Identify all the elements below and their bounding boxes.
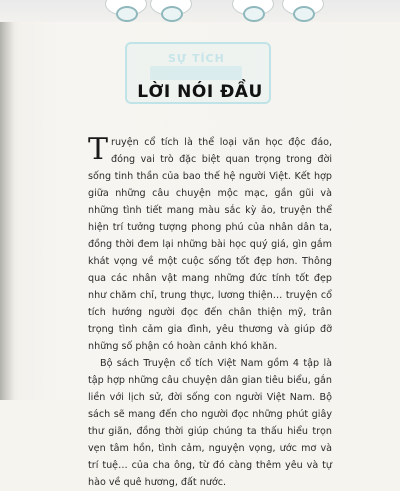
top-ornament-left-inner [116,6,138,22]
page-gutter-shadow [0,0,14,400]
top-decoration-band [0,0,400,22]
top-ornament-mid-left-inner [161,6,183,22]
drop-cap: T [88,132,109,167]
paragraph-1 [88,134,332,355]
top-ornament-mid-right-inner [243,6,265,22]
show-through-bar [150,66,242,80]
preface-body [88,134,332,491]
top-ornament-right-inner [293,6,315,22]
show-through-heading: SỰ TÍCH [168,52,225,65]
page-title: LỜI NÓI ĐẦU [137,82,263,102]
paragraph-2 [88,355,332,491]
paragraph-1-text: ruyện cổ tích là thể loại văn học độc đáo, đóng vai trò đặc biệt quan trọng trong đời sống tinh thần của bao thế hệ người Việt. Kết hợp giữa những câu chuyện mộc mạc, gần gũi và những tình tiết mang màu sắc kỳ ảo, truyện thể hiện trí tưởng tượng phong phú của nhân dân ta, đồng thời đem lại những bài học quý giá, gìn gắm khát vọng về một cuộc sống tốt đẹp hơn. Thông qua các nhân vật mang những đức tính tốt đẹp như chăm chỉ, trung thực, lương thiện… truyện cổ tích hướng người đọc đến chân thiện mỹ, trân trọng tình cảm gia đình, yêu thương và giúp đỡ những số phận có hoàn cảnh khó khăn. [88,137,332,352]
paragraph-2-text: Bộ sách Truyện cổ tích Việt Nam gồm 4 tập là tập hợp những câu chuyện dân gian tiêu biểu, gắn liền với lịch sử, đời sống con người Việt Nam. Bộ sách sẽ mang đến cho người đọc những phút giây thư giãn, đồng thời giúp chúng ta thấu hiểu trọn vẹn tâm hồn, tình cảm, nguyện vọng, ước mơ và trí tuệ… của cha ông, từ đó càng thêm yêu và tự hào về quê hương, đất nước. [88,358,332,488]
